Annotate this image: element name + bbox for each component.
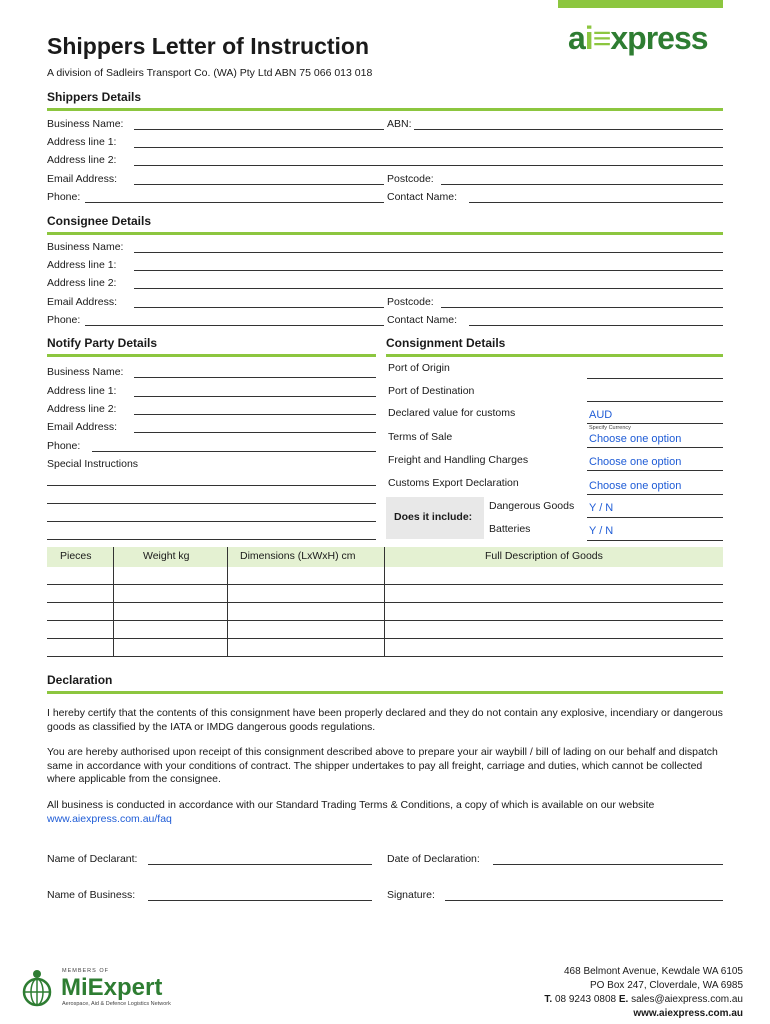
- col-dimensions: Dimensions (LxWxH) cm: [240, 550, 356, 562]
- footer-address-1: 468 Belmont Avenue, Kewdale WA 6105: [563, 966, 743, 977]
- shipper-address1-field[interactable]: [134, 147, 723, 148]
- freight-dropdown[interactable]: Choose one option: [589, 456, 682, 468]
- shipper-postcode-label: Postcode:: [387, 173, 434, 185]
- faq-link[interactable]: www.aiexpress.com.au/faq: [47, 812, 172, 825]
- members-of-label: MEMBERS OF: [62, 968, 109, 974]
- consignee-business-field[interactable]: [134, 252, 723, 253]
- section-divider: [47, 108, 723, 111]
- business-name-label: Name of Business:: [47, 889, 136, 901]
- port-origin-label: Port of Origin: [388, 362, 450, 374]
- customs-field[interactable]: [587, 494, 723, 495]
- shipper-business-label: Business Name:: [47, 118, 124, 130]
- shipper-abn-label: ABN:: [387, 118, 412, 130]
- consignee-phone-field[interactable]: [85, 325, 384, 326]
- port-destination-label: Port of Destination: [388, 385, 475, 397]
- special-instructions-line[interactable]: [47, 503, 376, 504]
- declaration-date-label: Date of Declaration:: [387, 853, 480, 865]
- consignee-postcode-field[interactable]: [441, 307, 723, 308]
- shipper-business-field[interactable]: [134, 129, 384, 130]
- notify-business-label: Business Name:: [47, 366, 124, 378]
- currency-field[interactable]: [587, 423, 723, 424]
- batteries-toggle[interactable]: Y / N: [589, 525, 614, 537]
- col-description: Full Description of Goods: [485, 550, 603, 562]
- section-divider: [47, 691, 723, 694]
- declarant-name-label: Name of Declarant:: [47, 853, 138, 865]
- batteries-field[interactable]: [587, 540, 723, 541]
- consignment-heading: Consignment Details: [386, 336, 506, 350]
- consignee-contact-field[interactable]: [469, 325, 723, 326]
- consignee-address2-field[interactable]: [134, 288, 723, 289]
- footer-address-2: PO Box 247, Cloverdale, WA 6985: [589, 980, 743, 991]
- port-origin-field[interactable]: [587, 378, 723, 379]
- shipper-address2-field[interactable]: [134, 165, 723, 166]
- notify-phone-field[interactable]: [92, 451, 376, 452]
- footer-website-link[interactable]: www.aiexpress.com.au: [633, 1008, 743, 1019]
- freight-field[interactable]: [587, 470, 723, 471]
- notify-business-field[interactable]: [134, 377, 376, 378]
- customs-dropdown[interactable]: Choose one option: [589, 480, 682, 492]
- footer-contact: T. 08 9243 0808 E. sales@aiexpress.com.au: [544, 994, 743, 1005]
- notify-address1-label: Address line 1:: [47, 385, 117, 397]
- freight-label: Freight and Handling Charges: [388, 454, 529, 466]
- consignee-address2-label: Address line 2:: [47, 277, 117, 289]
- col-weight: Weight kg: [143, 550, 190, 562]
- miexpert-logo: MiExpert: [61, 974, 163, 1001]
- customs-label: Customs Export Declaration: [388, 477, 519, 489]
- shipper-email-field[interactable]: [134, 184, 384, 185]
- table-row[interactable]: [47, 584, 723, 585]
- declaration-para-1: I hereby certify that the contents of this consignment have been properly declared and they do not contain any explosive, incendiary or dangerous goods as classified by the IATA or IMDG dangerous goods regulations.: [47, 707, 723, 733]
- brand-top-bar: [558, 0, 723, 8]
- shipper-postcode-field[interactable]: [441, 184, 723, 185]
- business-name-field[interactable]: [148, 900, 372, 901]
- miexpert-tagline: Aerospace, Aid & Defence Logistics Network: [62, 1001, 171, 1007]
- consignee-address1-field[interactable]: [134, 270, 723, 271]
- currency-value[interactable]: AUD: [589, 409, 613, 421]
- company-subtitle: A division of Sadleirs Transport Co. (WA) Pty Ltd ABN 75 066 013 018: [47, 67, 373, 79]
- notify-phone-label: Phone:: [47, 440, 81, 452]
- col-pieces: Pieces: [60, 550, 92, 562]
- terms-of-sale-dropdown[interactable]: Choose one option: [589, 433, 682, 445]
- special-instructions-label: Special Instructions: [47, 458, 139, 470]
- declared-value-label: Declared value for customs: [388, 407, 516, 419]
- shipper-abn-field[interactable]: [414, 129, 723, 130]
- shipper-phone-label: Phone:: [47, 191, 81, 203]
- dangerous-goods-label: Dangerous Goods: [489, 500, 575, 512]
- notify-address2-field[interactable]: [134, 414, 376, 415]
- declaration-date-field[interactable]: [493, 864, 723, 865]
- does-it-include-label: Does it include:: [386, 497, 484, 539]
- shipper-address2-label: Address line 2:: [47, 154, 117, 166]
- section-divider: [386, 354, 723, 357]
- dangerous-goods-field[interactable]: [587, 517, 723, 518]
- page-title: Shippers Letter of Instruction: [47, 33, 370, 59]
- consignee-phone-label: Phone:: [47, 314, 81, 326]
- signature-field[interactable]: [445, 900, 723, 901]
- consignee-email-label: Email Address:: [47, 296, 118, 308]
- declaration-para-2: You are hereby authorised upon receipt of this consignment described above to prepare your air waybill / bill of lading on our behalf and dispatch same in accordance with your conditions of contract. The shipper undertakes to pay all freight, carriage and duties, which cannot be collected where applicable from the consignee.: [47, 746, 718, 785]
- consignee-email-field[interactable]: [134, 307, 384, 308]
- table-row[interactable]: [47, 656, 723, 657]
- declaration-para-3: All business is conducted in accordance with our Standard Trading Terms & Conditions, a copy of which is available on our website www.aiexpress.com.au/faq: [47, 799, 655, 825]
- miexpert-globe-icon: [22, 968, 52, 1008]
- notify-email-label: Email Address:: [47, 421, 118, 433]
- aiexpress-logo: ai≡xpress: [568, 20, 708, 56]
- signature-label: Signature:: [387, 889, 435, 901]
- notify-email-field[interactable]: [134, 432, 376, 433]
- consignee-business-label: Business Name:: [47, 241, 124, 253]
- consignee-heading: Consignee Details: [47, 214, 152, 228]
- notify-heading: Notify Party Details: [47, 336, 158, 350]
- special-instructions-line[interactable]: [47, 521, 376, 522]
- table-row[interactable]: [47, 638, 723, 639]
- special-instructions-line[interactable]: [47, 485, 376, 486]
- shipper-contact-field[interactable]: [469, 202, 723, 203]
- special-instructions-line[interactable]: [47, 539, 376, 540]
- section-divider: [47, 354, 376, 357]
- consignee-address1-label: Address line 1:: [47, 259, 117, 271]
- shipper-contact-label: Contact Name:: [387, 191, 458, 203]
- shippers-heading: Shippers Details: [47, 90, 142, 104]
- dangerous-goods-toggle[interactable]: Y / N: [589, 502, 614, 514]
- declaration-heading: Declaration: [47, 673, 113, 687]
- shipper-phone-field[interactable]: [85, 202, 384, 203]
- currency-hint: Specify Currency: [589, 425, 631, 431]
- consignee-contact-label: Contact Name:: [387, 314, 458, 326]
- notify-address1-field[interactable]: [134, 396, 376, 397]
- section-divider: [47, 232, 723, 235]
- table-row[interactable]: [47, 602, 723, 603]
- shipper-address1-label: Address line 1:: [47, 136, 117, 148]
- terms-of-sale-label: Terms of Sale: [388, 431, 453, 443]
- port-destination-field[interactable]: [587, 401, 723, 402]
- terms-of-sale-field[interactable]: [587, 447, 723, 448]
- table-row[interactable]: [47, 620, 723, 621]
- notify-address2-label: Address line 2:: [47, 403, 117, 415]
- batteries-label: Batteries: [489, 523, 531, 535]
- footer-email-link[interactable]: sales@aiexpress.com.au: [631, 994, 743, 1005]
- consignee-postcode-label: Postcode:: [387, 296, 434, 308]
- shipper-email-label: Email Address:: [47, 173, 118, 185]
- declarant-name-field[interactable]: [148, 864, 372, 865]
